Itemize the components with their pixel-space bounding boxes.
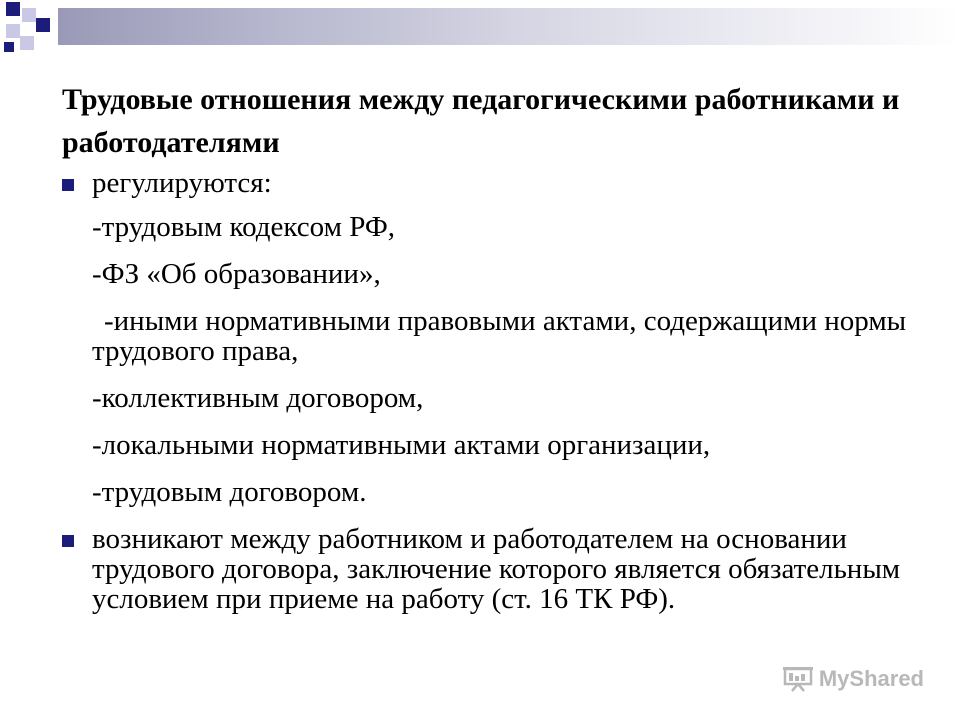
watermark-text: MyShared [818, 666, 924, 691]
sub-item: -коллективным договором, [92, 382, 424, 414]
header-gradient-band [58, 8, 960, 45]
sub-item: -трудовым кодексом РФ, [92, 211, 395, 243]
decor-square [20, 36, 34, 50]
bullet-item [62, 524, 922, 614]
square-bullet-icon [62, 535, 74, 547]
sub-item: -локальными нормативными актами организации, [92, 429, 711, 461]
decor-square [6, 2, 20, 16]
corner-decoration [0, 0, 60, 60]
slide-content [62, 168, 922, 614]
bullet-item [62, 168, 922, 198]
projector-screen-icon [783, 666, 813, 692]
sub-item: -иными нормативными правовыми актами, содержащими нормы трудового права, [92, 305, 907, 367]
decor-square [36, 18, 50, 32]
bullet-text: регулируются: [92, 167, 272, 199]
decor-square [6, 24, 20, 38]
watermark-logo [783, 666, 924, 692]
bullet-text: возникают между работником и работодателем на основании трудового договора, заключение которого является обязательным условием при приеме на работу (ст. 16 ТК РФ). [92, 523, 901, 615]
decor-square [4, 42, 14, 52]
square-bullet-icon [62, 179, 74, 191]
sub-list [62, 212, 922, 507]
sub-item: -трудовым договором. [92, 476, 367, 508]
sub-item: -ФЗ «Об образовании», [92, 258, 381, 290]
slide-title: Трудовые отношения между педагогическими работниками и работодателями [62, 83, 900, 159]
decor-square [22, 8, 36, 22]
